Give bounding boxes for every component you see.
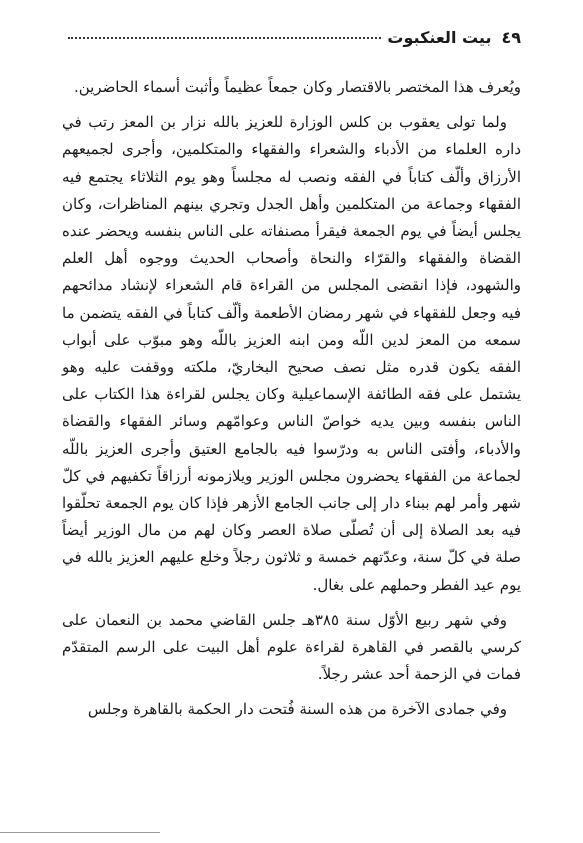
header-dotted-leader bbox=[68, 37, 381, 39]
page-number: ٤٩ bbox=[501, 28, 521, 47]
paragraph-jumada: وفي جمادى الآخرة من هذه السنة فُتحت دار الحكمة بالقاهرة وجلس bbox=[87, 700, 507, 719]
page-header bbox=[62, 28, 521, 47]
footer-rule bbox=[0, 832, 160, 833]
running-title: بيت العنكبوت bbox=[387, 28, 492, 47]
paragraph-continuation: ويُعرف هذا المختصر بالاقتصار وكان جمعاً عظيماً وأثبت أسماء الحاضرين. bbox=[73, 78, 521, 96]
page-body bbox=[62, 74, 521, 724]
paragraph-ibn-killis: ولما تولى يعقوب بن كلس الوزارة للعزيز بالله نزار بن المعز رتب في داره العلماء من الأدباء والشعراء والفقهاء والمتكلمين، وأجرى لجميعهم الأرزاق وألّف كتاباً في الفقه ونصب له مجلساً وهو يوم الثلاثاء يجتمع فيه الفقهاء وجماعة من المتكلمين وأهل الجدل وتجري بينهم المناظرات، وكان يجلس أيضاً في يوم الجمعة فيقرأ مصنفاته على الناس بنفسه ويحضر عنده القضاة والفقهاء والقرّاء والنحاة وأصحاب الحديث ووجوه أهل العلم والشهود، فإذا انقضى المجلس من القراءة قام الشعراء لإنشاد مدائحهم فيه وجعل للفقهاء في شهر رمضان الأطعمة وألّف كتاباً في الفقه يتضمن ما سمعه من المعز لدين اللّه ومن ابنه العزيز باللّه وهو مبوّب على أبواب الفقه يكون قدره مثل نصف صحيح البخاريّ، ملكته ووقفت عليه وهو يشتمل على فقه الطائفة الإسماعيلية وكان يجلس لقراءة هذا الكتاب على الناس بنفسه وبين يديه خواصّ الناس وعوامّهم وسائر الفقهاء والقضاة والأدباء، وأفتى الناس به ودرّسوا فيه بالجامع العتيق وأجرى العزيز باللّه لجماعة من الفقهاء يحضرون مجلس الوزير ويلازمونه أرزاقاً تكفيهم في كلّ شهر وأمر لهم ببناء دار إلى جانب الجامع الأزهر فإذا كان يوم الجمعة تحلّقوا فيه بعد الصلاة إلى أن تُصلّى صلاة العصر وكان لهم من مال الوزير أيضاً صلة في كلّ سنة، وعدّتهم خمسة و ثلاثون رجلاً وخلع عليهم العزيز بالله في يوم عيد الفطر وحملهم على بغال. bbox=[62, 113, 521, 594]
paragraph-rabi-al-awwal: وفي شهر ربيع الأوّل سنة ٣٨٥هـ جلس القاضي محمد بن النعمان على كرسي بالقصر في القاهرة لقراءة علوم أهل البيت على الرسم المتقدّم فمات في الزحمة أحد عشر رجلاً. bbox=[62, 610, 521, 684]
